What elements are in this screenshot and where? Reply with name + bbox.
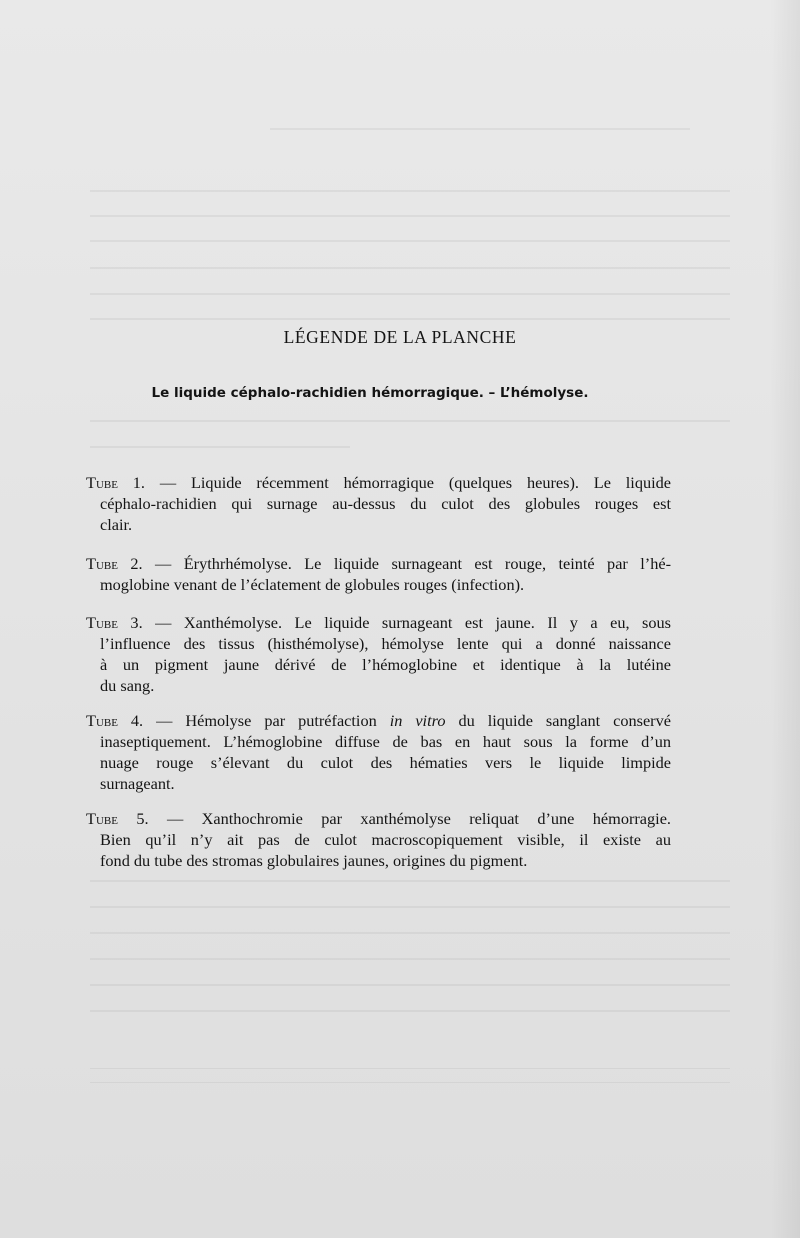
show-through-line	[90, 267, 730, 269]
entry-line: — Liquide récemment hémorragique (quelques heures). Le liquide	[159, 473, 671, 492]
show-through-line	[90, 215, 730, 217]
entry-line: surnageant.	[100, 774, 175, 793]
entry-line: moglobine venant de l’éclatement de globules rouges (infection).	[100, 575, 525, 594]
entry-label: Tube 2.	[86, 554, 143, 573]
entry-line: — Hémolyse par putréfaction in vitro du liquide sanglant conservé	[156, 711, 671, 730]
legend-entry-tube-1	[86, 472, 671, 535]
show-through-line	[90, 1082, 730, 1083]
entry-line: — Érythrhémolyse. Le liquide surnageant est rouge, teinté par l’hé-	[155, 554, 672, 573]
show-through-line	[270, 128, 690, 130]
entry-label: Tube 5.	[86, 809, 149, 828]
show-through-line	[90, 932, 730, 934]
page-title: LÉGENDE DE LA PLANCHE	[283, 327, 517, 347]
entry-line: clair.	[100, 515, 133, 534]
entry-line: nuage rouge s’élevant du culot des hématies vers le liquide limpide	[100, 753, 671, 772]
entry-line: du sang.	[100, 676, 155, 695]
show-through-line	[90, 420, 730, 422]
legend-entry-tube-2	[86, 553, 671, 595]
show-through-line	[90, 1010, 730, 1012]
show-through-line	[90, 293, 730, 295]
show-through-line	[90, 318, 730, 320]
show-through-line	[90, 240, 730, 242]
legend-entry-tube-3	[86, 612, 671, 696]
entry-label: Tube 4.	[86, 711, 144, 730]
page-subtitle: Le liquide céphalo-rachidien hémorragique. – L’hémolyse.	[151, 385, 589, 401]
entry-line: — Xanthémolyse. Le liquide surnageant est jaune. Il y a eu, sous	[155, 613, 671, 632]
show-through-line	[90, 1068, 730, 1069]
show-through-line	[90, 984, 730, 986]
entry-line: à un pigment jaune dérivé de l’hémoglobine et identique à la lutéine	[100, 655, 671, 674]
entry-line: inaseptiquement. L’hémoglobine diffuse de bas en haut sous la forme d’un	[100, 732, 671, 751]
show-through-line	[90, 880, 730, 882]
page-edge-shadow	[770, 0, 800, 1238]
show-through-line	[90, 446, 350, 448]
legend-entry-tube-5	[86, 808, 671, 871]
entry-line: l’influence des tissus (histhémolyse), hémolyse lente qui a donné naissance	[100, 634, 671, 653]
entry-line: fond du tube des stromas globulaires jaunes, origines du pigment.	[100, 851, 528, 870]
entry-line: céphalo-rachidien qui surnage au-dessus du culot des globules rouges est	[100, 494, 671, 513]
entry-line: — Xanthochromie par xanthémolyse reliquat d’une hémorragie.	[166, 809, 671, 828]
legend-entry-tube-4	[86, 710, 671, 794]
entry-label: Tube 1.	[86, 473, 145, 492]
show-through-line	[90, 190, 730, 192]
show-through-line	[90, 906, 730, 908]
show-through-line	[90, 958, 730, 960]
entry-label: Tube 3.	[86, 613, 143, 632]
entry-line: Bien qu’il n’y ait pas de culot macroscopiquement visible, il existe au	[100, 830, 671, 849]
